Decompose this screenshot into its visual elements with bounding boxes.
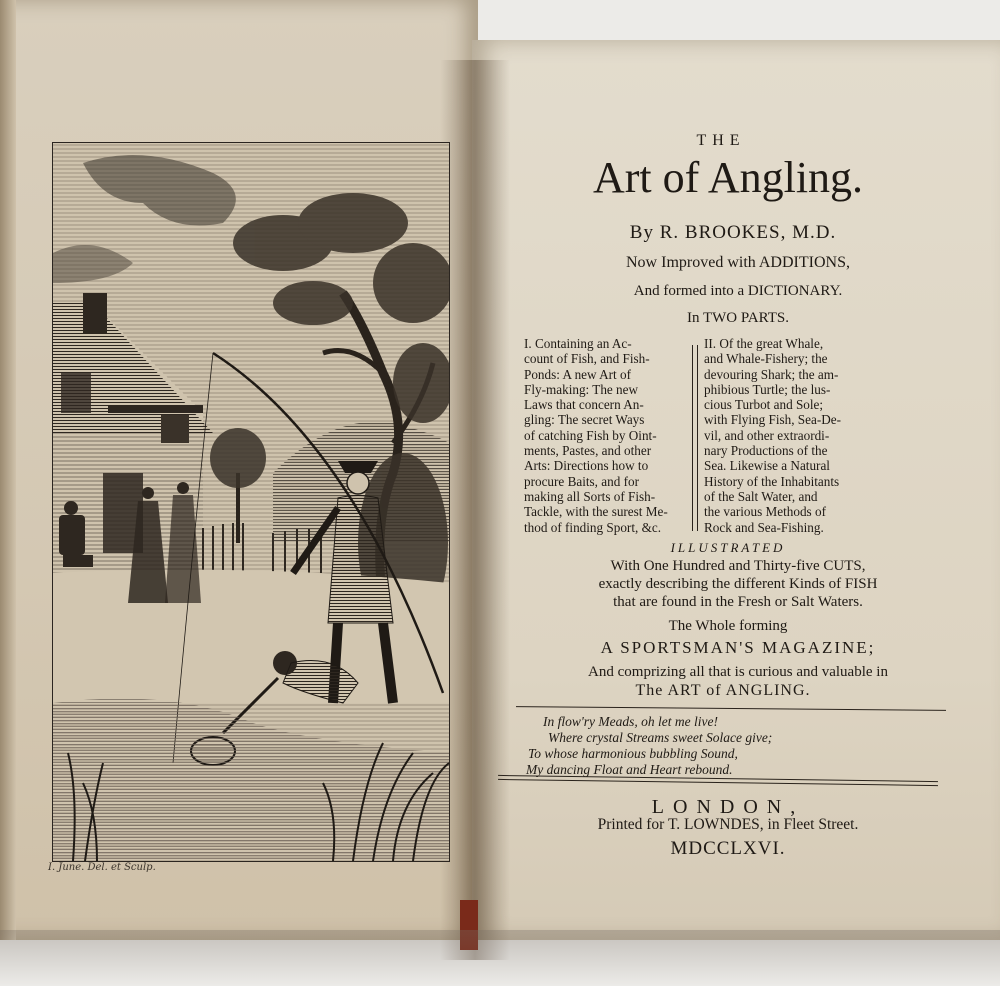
- poem-line: In flow'ry Meads, oh let me live!: [543, 714, 718, 729]
- part-two-column: [704, 336, 902, 535]
- part-one-line: thod of finding Sport, &c.: [524, 519, 661, 535]
- frontispiece-engraving: [52, 142, 450, 862]
- magazine-line: A SPORTSMAN'S MAGAZINE;: [600, 638, 876, 657]
- cuts-line: With One Hundred and Thirty-five CUTS,: [610, 558, 866, 574]
- part-one-line: Fly-making: The new: [524, 381, 639, 397]
- part-two-line: History of the Inhabitants: [704, 473, 840, 489]
- poem-line: To whose harmonious bubbling Sound,: [528, 746, 738, 761]
- formed-line: And formed into a DICTIONARY.: [633, 283, 843, 299]
- part-two-line: nary Productions of the: [704, 443, 828, 459]
- part-two-line: devouring Shark; the am-: [704, 366, 839, 382]
- hanging-sign: [161, 415, 189, 443]
- part-two-line: of the Salt Water, and: [704, 488, 818, 504]
- part-two-line: vil, and other extraordi-: [704, 427, 830, 443]
- imprint-year: MDCCLXVI.: [670, 838, 786, 859]
- imprint-printer: Printed for T. LOWNDES, in Fleet Street.: [597, 816, 859, 833]
- part-one-line: Tackle, with the surest Me-: [524, 504, 668, 520]
- whole-line: The Whole forming: [668, 618, 788, 634]
- part-one-line: ments, Pastes, and other: [524, 443, 652, 459]
- part-two-line: phibious Turtle; the lus-: [704, 381, 831, 397]
- part-one-line: I. Containing an Ac-: [524, 336, 632, 351]
- part-one-line: Arts: Directions how to: [524, 458, 649, 474]
- waters-line: that are found in the Fresh or Salt Waters.: [613, 594, 863, 610]
- book-title: Art of Angling.: [592, 153, 864, 202]
- signboard-beam: [108, 405, 203, 413]
- part-one-line: of catching Fish by Oint-: [524, 427, 657, 443]
- poem-line: Where crystal Streams sweet Solace give;: [548, 730, 773, 745]
- poem-line: My dancing Float and Heart rebound.: [526, 762, 733, 777]
- column-divider: [692, 345, 698, 531]
- improved-line: Now Improved with ADDITIONS,: [626, 254, 850, 271]
- part-one-line: Ponds: A new Art of: [524, 366, 631, 382]
- parts-line: In TWO PARTS.: [686, 310, 790, 326]
- part-two-line: cious Turbot and Sole;: [704, 397, 824, 413]
- author-line: By R. BROOKES, M.D.: [629, 222, 837, 243]
- part-one-line: count of Fish, and Fish-: [524, 351, 650, 367]
- part-two-line: Sea. Likewise a Natural: [704, 458, 830, 474]
- small-tree: [210, 428, 266, 488]
- part-two-line: and Whale-Fishery; the: [704, 351, 828, 367]
- part-one-line: Laws that concern An-: [524, 397, 644, 413]
- part-one-line: gling: The secret Ways: [524, 412, 645, 428]
- part-one-line: procure Baits, and for: [524, 473, 639, 489]
- illustrated-line: ILLUSTRATED: [670, 540, 786, 555]
- comprizing-line: And comprizing all that is curious and valuable in: [588, 664, 888, 680]
- engraver-credit: I. June. Del. et Sculp.: [48, 862, 156, 873]
- part-one-line: making all Sorts of Fish-: [524, 488, 656, 504]
- rule-top: [516, 706, 946, 711]
- part-two-line: Rock and Sea-Fishing.: [704, 519, 824, 535]
- page-edges: [0, 0, 16, 940]
- chimney: [83, 293, 107, 333]
- art-of-angling-line: The ART of ANGLING.: [635, 682, 811, 699]
- title-page: [478, 0, 1000, 986]
- title-the: THE: [696, 132, 746, 149]
- part-two-line: with Flying Fish, Sea-De-: [704, 412, 842, 428]
- kinds-line: exactly describing the different Kinds of FISH: [598, 576, 878, 592]
- imprint-city: LONDON,: [651, 796, 805, 818]
- cottage-window: [61, 373, 91, 413]
- part-two-line: the various Methods of: [704, 504, 826, 520]
- engraving-illustration: [53, 143, 449, 861]
- part-two-line: II. Of the great Whale,: [704, 336, 824, 351]
